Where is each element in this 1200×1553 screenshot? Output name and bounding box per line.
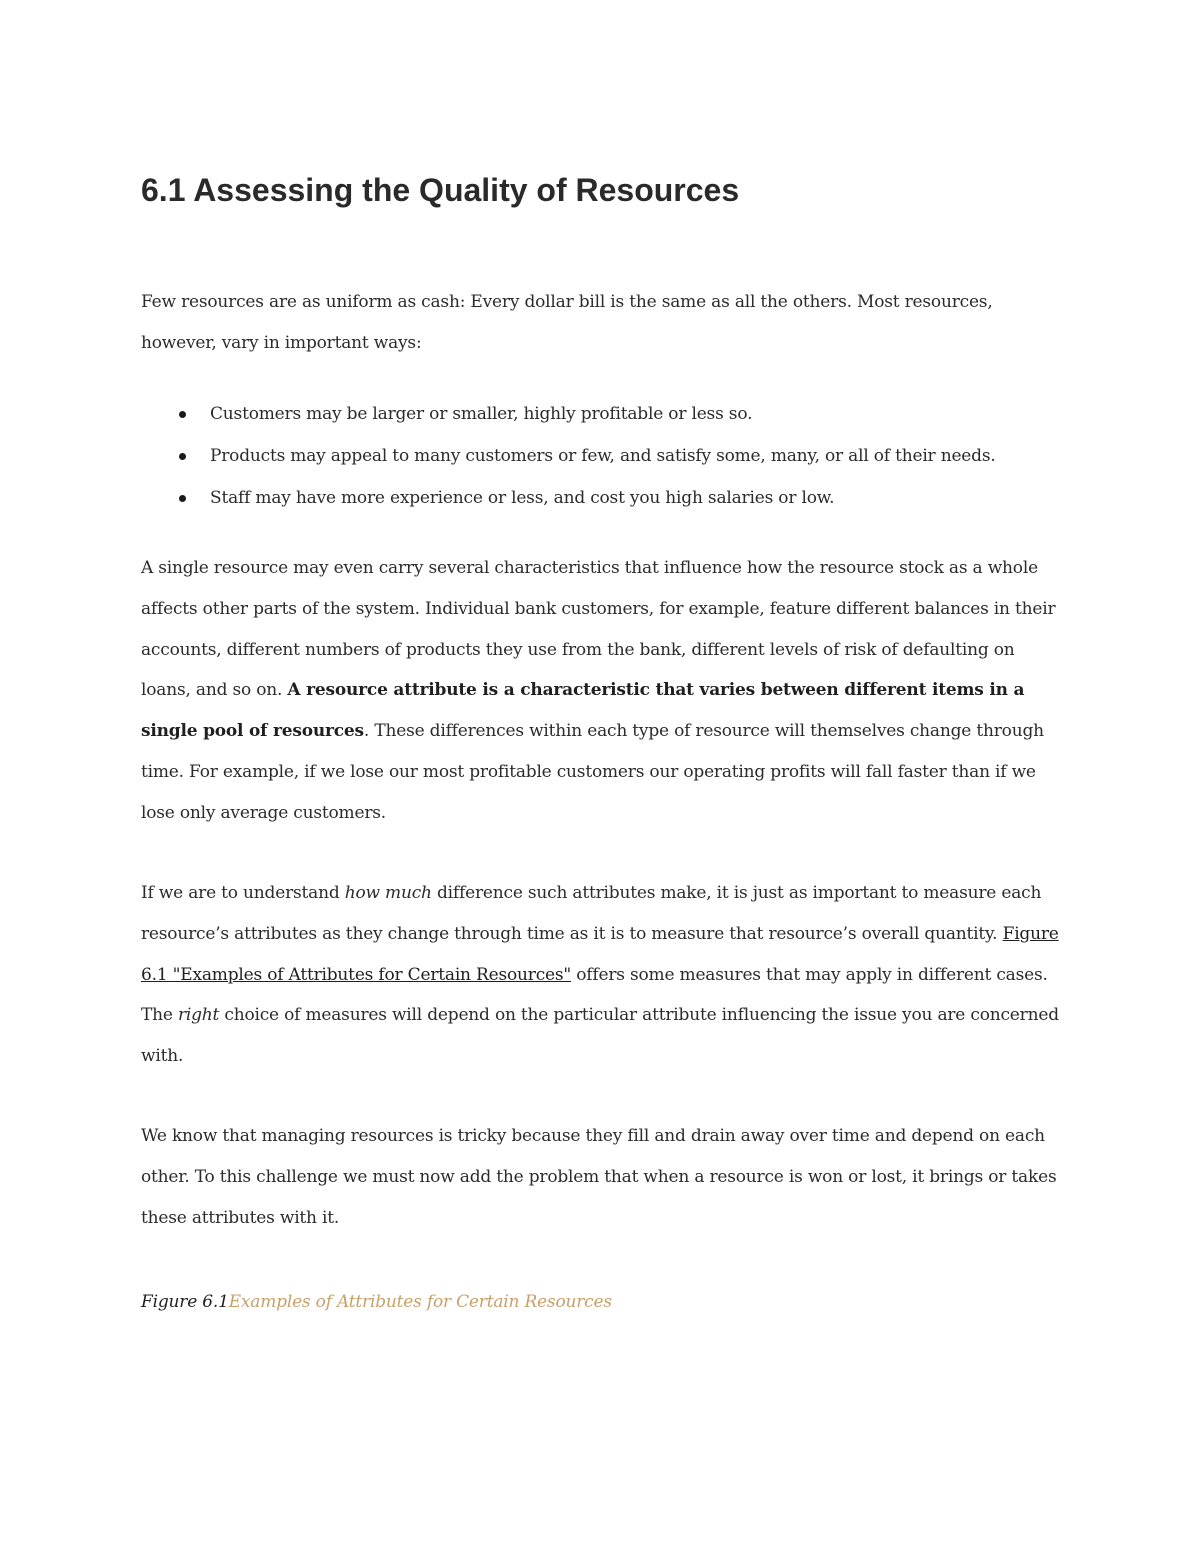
definition-bold-text: A resource attribute is a characteristic that varies between different items in a single pool of resources [141,680,1025,742]
paragraph-text: A single resource may even carry several characteristics that influence how the resource stock as a whole affects other parts of the system. Individual bank customers, for example, feature different balances in their accounts, different numbers of products they use from the bank, different levels of risk of defaulting on loans, and so on. [141,558,1056,701]
attribute-definition-paragraph [141,548,1066,834]
figure-title: Examples of Attributes for Certain Resources [228,1292,612,1312]
figure-6-1-link[interactable]: Figure 6.1 "Examples of Attributes for Certain Resources" [141,923,1059,985]
bullet-icon [179,453,186,460]
emphasis-text: right [177,1005,220,1026]
bullet-item-staff [141,478,1066,520]
measurement-paragraph [141,873,1066,1077]
section-heading: 6.1 Assessing the Quality of Resources [141,172,740,208]
figure-caption [141,1282,612,1322]
paragraph-text: choice of measures will depend on the particular attribute influencing the issue you are concerned with. [141,1005,1059,1067]
bullet-text: Staff may have more experience or less, and cost you high salaries or low. [210,488,835,508]
bullet-icon [179,411,186,418]
bullet-text: Customers may be larger or smaller, highly profitable or less so. [210,404,753,424]
emphasis-text: how much [344,883,432,903]
figure-number: Figure 6.1 [141,1292,229,1312]
paragraph-text: offers some measures that may apply in different cases. The [141,964,1048,1026]
bullet-text: Products may appeal to many customers or few, and satisfy some, many, or all of their needs. [210,446,996,466]
paragraph-text: . These differences within each type of resource will themselves change through time. For example, if we lose our most profitable customers our operating profits will fall faster than if we lose only average customers. [141,721,1044,823]
bullet-icon [179,495,186,502]
bullet-item-customers [141,394,1066,436]
attribute-bullet-list [141,394,1066,520]
challenge-paragraph: We know that managing resources is tricky because they fill and drain away over time and depend on each other. To this challenge we must now add the problem that when a resource is won or lost, it brings or takes these attributes with it. [141,1126,1057,1228]
paragraph-text: difference such attributes make, it is just as important to measure each resource’s attributes as they change through time as it is to measure that resource’s overall quantity. [141,883,1042,944]
bullet-item-products [141,436,1066,478]
intro-paragraph: Few resources are as uniform as cash: Every dollar bill is the same as all the others. Most resources, however, vary in important ways: [141,292,993,353]
paragraph-text: If we are to understand [141,883,345,903]
